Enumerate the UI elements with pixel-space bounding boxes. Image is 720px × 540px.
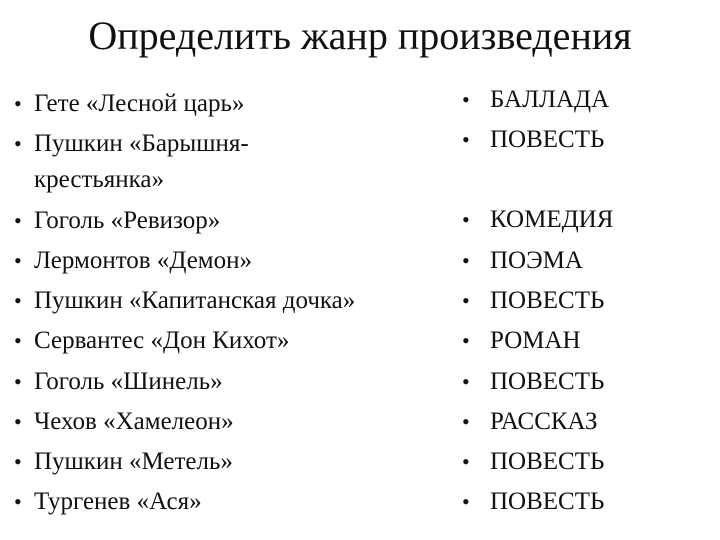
genre-label: РАССКАЗ bbox=[490, 408, 598, 435]
work-title: Пушкин «Капитанская дочка» bbox=[34, 287, 356, 314]
bullet-icon: • bbox=[14, 449, 22, 474]
bullet-icon: • bbox=[462, 288, 470, 313]
bullet-icon: • bbox=[14, 369, 22, 394]
bullet-icon: • bbox=[462, 369, 470, 394]
work-title: Пушкин «Метель» bbox=[34, 448, 233, 475]
genre-label: ПОЭМА bbox=[490, 247, 583, 274]
work-title: Пушкин «Барышня- bbox=[34, 130, 249, 157]
genre-label: ПОВЕСТЬ bbox=[490, 368, 605, 395]
genre-label: БАЛЛАДА bbox=[490, 86, 610, 113]
genre-label: ПОВЕСТЬ bbox=[490, 287, 605, 314]
bullet-icon: • bbox=[14, 489, 22, 514]
bullet-icon: • bbox=[462, 328, 470, 353]
bullet-icon: • bbox=[14, 248, 22, 273]
work-title: Тургенев «Ася» bbox=[34, 488, 202, 515]
page-title: Определить жанр произведения bbox=[88, 13, 632, 58]
work-title-continuation: крестьянка» bbox=[34, 166, 165, 193]
genre-label: ПОВЕСТЬ bbox=[490, 448, 605, 475]
bullet-icon: • bbox=[14, 91, 22, 116]
genre-label: КОМЕДИЯ bbox=[490, 206, 614, 233]
work-title: Сервантес «Дон Кихот» bbox=[34, 327, 290, 354]
work-title: Гоголь «Ревизор» bbox=[34, 207, 221, 234]
bullet-icon: • bbox=[14, 208, 22, 233]
bullet-icon: • bbox=[14, 288, 22, 313]
bullet-icon: • bbox=[462, 449, 470, 474]
bullet-icon: • bbox=[14, 409, 22, 434]
bullet-icon: • bbox=[462, 489, 470, 514]
bullet-icon: • bbox=[14, 131, 22, 156]
work-title: Гоголь «Шинель» bbox=[34, 368, 223, 395]
work-title: Гете «Лесной царь» bbox=[34, 90, 245, 117]
work-title: Лермонтов «Демон» bbox=[34, 247, 253, 274]
genre-label: ПОВЕСТЬ bbox=[490, 126, 605, 153]
genre-label: ПОВЕСТЬ bbox=[490, 488, 605, 515]
bullet-icon: • bbox=[462, 87, 470, 112]
bullet-icon: • bbox=[462, 207, 470, 232]
bullet-icon: • bbox=[462, 409, 470, 434]
bullet-icon: • bbox=[462, 127, 470, 152]
genre-label: РОМАН bbox=[490, 327, 581, 354]
bullet-icon: • bbox=[14, 328, 22, 353]
bullet-icon: • bbox=[462, 248, 470, 273]
work-title: Чехов «Хамелеон» bbox=[34, 408, 234, 435]
